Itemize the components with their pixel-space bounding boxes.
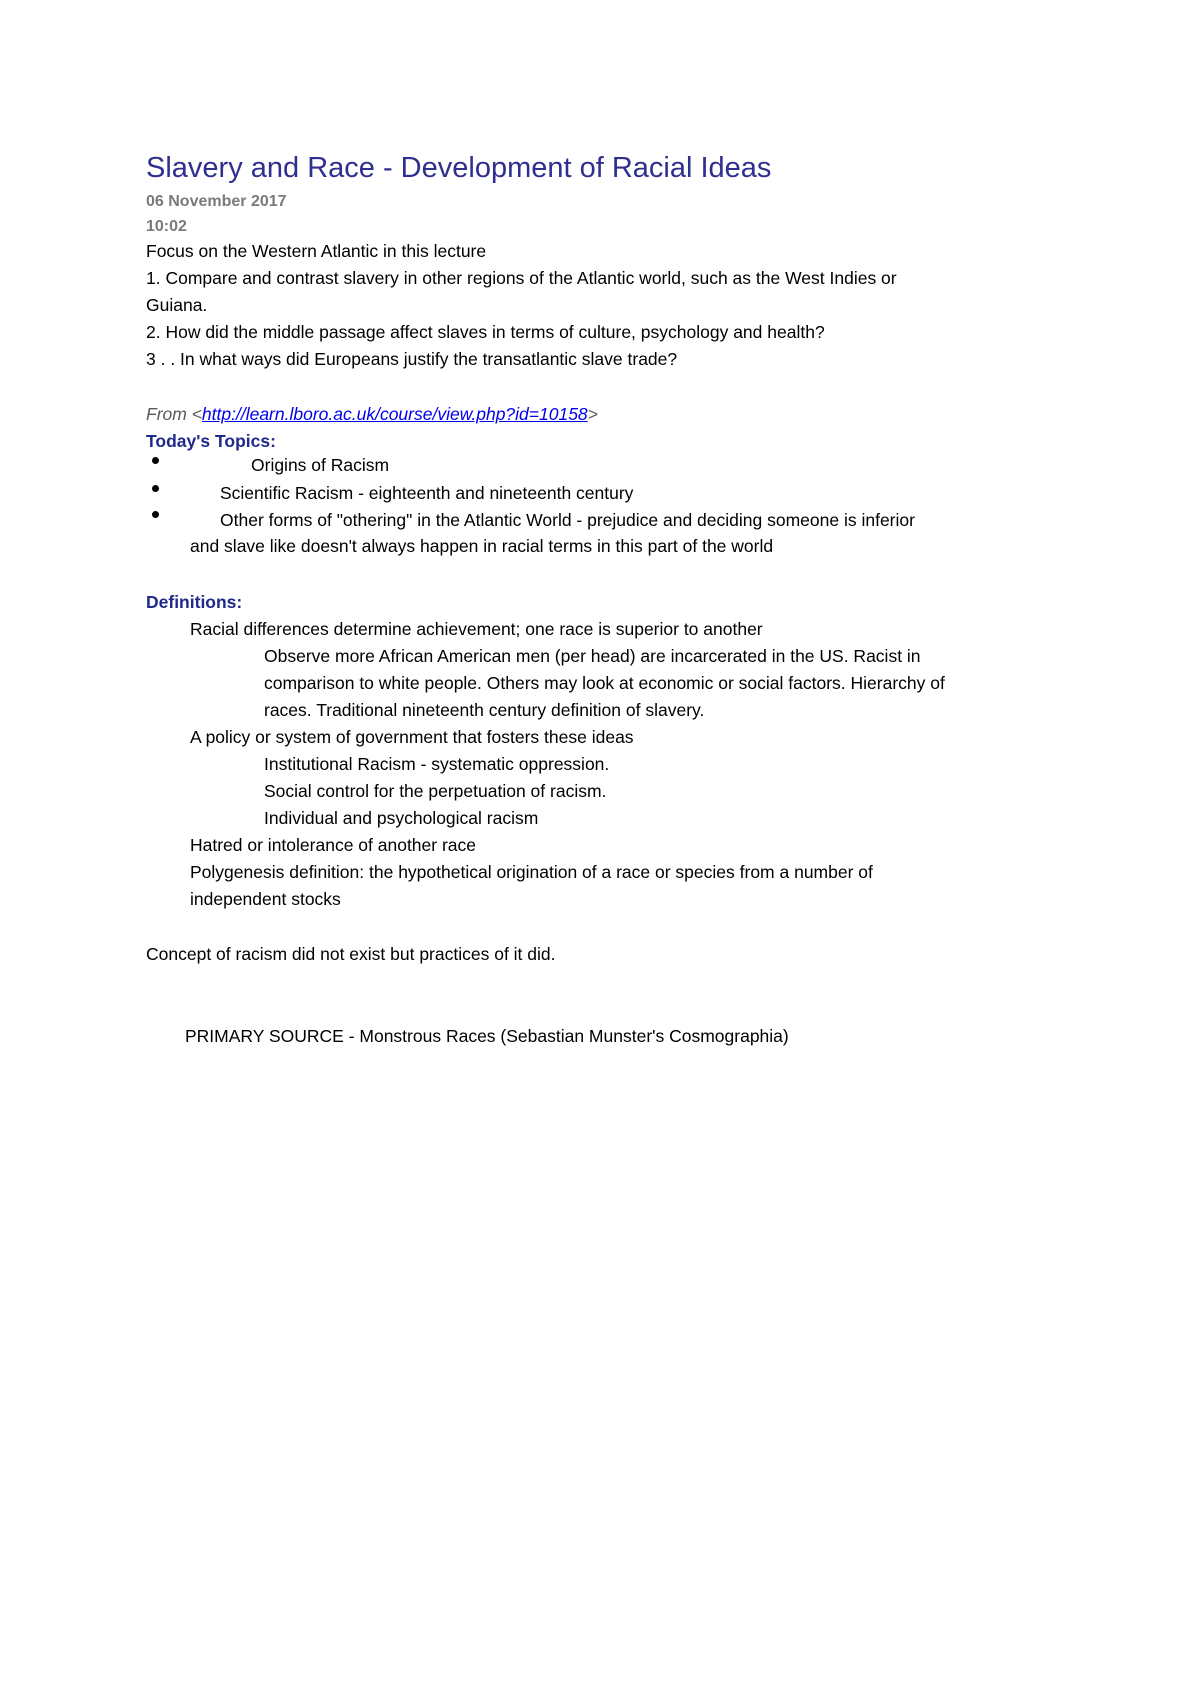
source-suffix: > [587, 404, 598, 424]
bullet-icon [152, 485, 159, 492]
question-1: 1. Compare and contrast slavery in other regions of the Atlantic world, such as the West Indies or [146, 268, 897, 288]
source-line [146, 401, 598, 428]
bullet-icon [152, 457, 159, 464]
definition-1-note-line-2: comparison to white people. Others may look at economic or social factors. Hierarchy of [264, 673, 945, 693]
definitions-heading: Definitions: [146, 592, 243, 612]
source-link[interactable]: http://learn.lboro.ac.uk/course/view.php?id=10158 [201, 404, 588, 424]
definition-1-note-line-1: Observe more African American men (per head) are incarcerated in the US. Racist in [264, 646, 921, 666]
concept-statement: Concept of racism did not exist but practices of it did. [146, 944, 556, 964]
definition-2: A policy or system of government that fosters these ideas [190, 727, 634, 747]
definition-2-note-3: Individual and psychological racism [264, 808, 539, 828]
primary-source-line: PRIMARY SOURCE - Monstrous Races (Sebastian Munster's Cosmographia) [185, 1026, 789, 1046]
definition-4: Polygenesis definition: the hypothetical origination of a race or species from a number of [190, 862, 873, 882]
note-time: 10:02 [146, 218, 187, 235]
question-2: 2. How did the middle passage affect slaves in terms of culture, psychology and health? [146, 322, 825, 342]
page-title: Slavery and Race - Development of Racial Ideas [146, 152, 772, 184]
definition-3: Hatred or intolerance of another race [190, 835, 476, 855]
source-prefix: From < [146, 404, 202, 424]
definition-1-note-line-3: races. Traditional nineteenth century definition of slavery. [264, 700, 705, 720]
bullet-icon [152, 511, 159, 518]
intro-text: Focus on the Western Atlantic in this lecture [146, 241, 487, 261]
question-3: 3 . . In what ways did Europeans justify the transatlantic slave trade? [146, 349, 678, 369]
topic-item-1: Origins of Racism [251, 455, 390, 475]
topic-item-2: Scientific Racism - eighteenth and nineteenth century [220, 483, 634, 503]
topic-item-3: Other forms of "othering" in the Atlantic World - prejudice and deciding someone is inferior [220, 510, 915, 530]
note-date: 06 November 2017 [146, 193, 287, 210]
definition-4-continued: independent stocks [190, 889, 341, 909]
topics-heading: Today's Topics: [146, 431, 276, 451]
topic-item-3-continued: and slave like doesn't always happen in racial terms in this part of the world [190, 536, 774, 556]
definition-2-note-2: Social control for the perpetuation of racism. [264, 781, 607, 801]
definition-2-note-1: Institutional Racism - systematic oppression. [264, 754, 610, 774]
question-1-continued: Guiana. [146, 295, 208, 315]
definition-1: Racial differences determine achievement; one race is superior to another [190, 619, 763, 639]
